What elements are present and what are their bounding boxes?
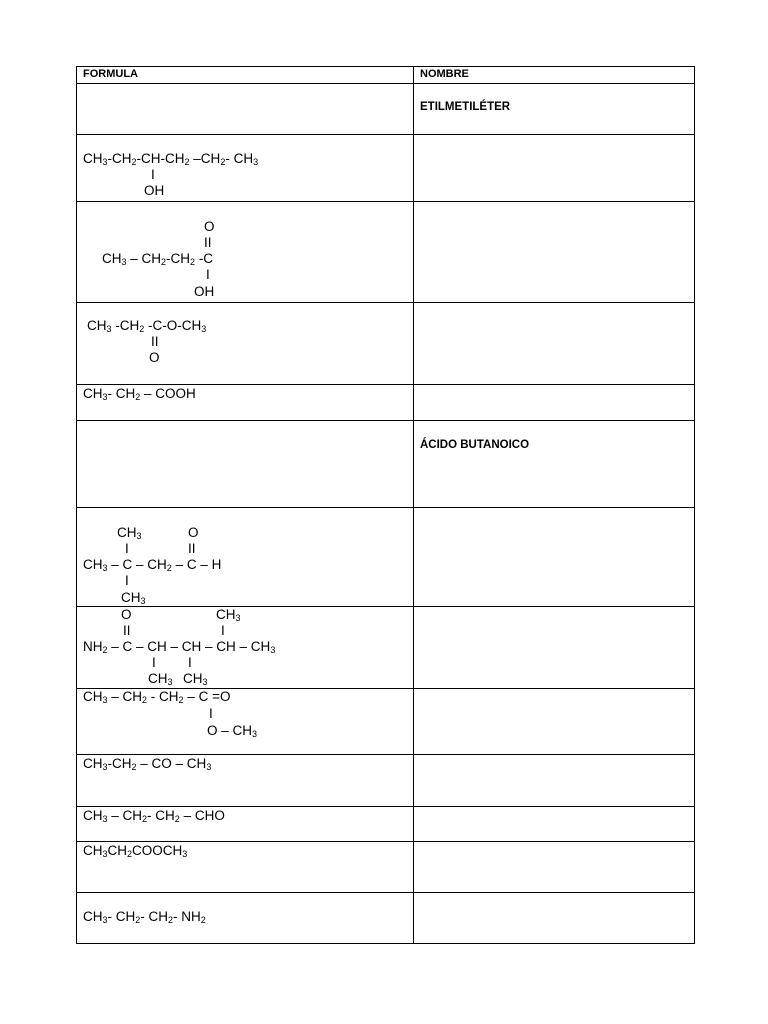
formula-main: $CH_3-CH_2-CH-CH_2$ $-CH_2-$ $CH_3$	[83, 151, 259, 167]
nombre-cell	[414, 755, 695, 807]
formula-main: $CH_3 - CH_2 - CH_2 - C =O$	[83, 689, 231, 705]
formula-main: $CH_3CH_2COOCH_3$	[83, 843, 188, 859]
worksheet	[76, 66, 694, 944]
double-bond: II	[123, 623, 131, 638]
compound-name: ETILMETILÉTER	[420, 101, 511, 113]
bond-line: I	[221, 623, 225, 638]
formula-main: $CH_3-$ $CH_2$ – COOH	[83, 386, 196, 402]
formula-cell	[77, 689, 414, 755]
header-row	[77, 67, 695, 84]
bond-line: I	[151, 167, 155, 182]
nombre-cell	[414, 807, 695, 842]
nombre-cell	[414, 303, 695, 385]
formula-sub: OH	[144, 183, 165, 198]
formula-cell	[77, 385, 414, 421]
nombre-cell	[414, 689, 695, 755]
table-row	[77, 508, 695, 607]
formula-sub: O	[149, 350, 160, 365]
formula-main: $CH_3$ $-CH_2$ $-C-O-CH_3$	[87, 318, 207, 334]
formula-cell	[77, 84, 414, 135]
bond-line: I	[125, 541, 129, 556]
double-bond: II	[151, 334, 159, 349]
formula-sub: $CH_3$	[121, 590, 146, 606]
formula-top: O	[188, 525, 199, 540]
nombre-cell	[414, 508, 695, 607]
nombre-cell	[414, 607, 695, 689]
table-row	[77, 607, 695, 689]
bond-line: I	[209, 706, 213, 721]
formula-sub: $CH_3$	[148, 671, 173, 687]
formula-main: $CH_3 - CH_2-$ $CH_2$ – CHO	[83, 808, 225, 824]
formula-cell	[77, 508, 414, 607]
nombre-cell	[414, 202, 695, 303]
double-bond: II	[188, 541, 196, 556]
bond-line: I	[125, 573, 129, 588]
formula-main: $CH_3-$ $CH_2-$ $CH_2-$ $NH_2$	[83, 909, 206, 925]
table-row	[77, 202, 695, 303]
table-row	[77, 421, 695, 508]
formula-cell	[77, 807, 414, 842]
formula-cell	[77, 135, 414, 202]
bond-line: I	[206, 267, 210, 282]
formula-top: $CH_3$	[216, 607, 241, 623]
bond-line: I	[188, 655, 192, 670]
nombre-cell	[414, 84, 695, 135]
table-row	[77, 893, 695, 944]
formula-sub: O – $CH_3$	[207, 723, 258, 739]
formula-main: $NH_2$ – C – CH – CH – CH – $CH_3$	[83, 639, 276, 655]
bond-line: I	[152, 655, 156, 670]
formula-sub: OH	[194, 284, 215, 299]
header-nombre: NOMBRE	[414, 67, 695, 84]
table-row	[77, 755, 695, 807]
double-bond: II	[204, 235, 212, 250]
formula-cell	[77, 421, 414, 508]
formula-main: $CH_3-CH_2$ – CO – $CH_3$	[83, 756, 212, 772]
table-row	[77, 84, 695, 135]
table-row	[77, 689, 695, 755]
table-row	[77, 303, 695, 385]
formula-cell	[77, 202, 414, 303]
nombre-cell	[414, 135, 695, 202]
formula-top: $CH_3$	[117, 525, 142, 541]
table-row	[77, 385, 695, 421]
formula-table	[76, 66, 695, 944]
nombre-cell	[414, 842, 695, 893]
formula-sub: $CH_3$	[183, 671, 208, 687]
formula-main: $CH_3$ – C – $CH_2$ – C – H	[83, 557, 222, 573]
nombre-cell	[414, 421, 695, 508]
nombre-cell	[414, 893, 695, 944]
formula-cell	[77, 755, 414, 807]
formula-top: O	[204, 219, 215, 234]
formula-cell	[77, 303, 414, 385]
formula-cell	[77, 607, 414, 689]
compound-name: ÁCIDO BUTANOICO	[420, 439, 530, 451]
formula-top: O	[121, 607, 132, 622]
table-row	[77, 807, 695, 842]
formula-cell	[77, 893, 414, 944]
formula-cell	[77, 842, 414, 893]
header-formula: FORMULA	[77, 67, 414, 84]
table-row	[77, 842, 695, 893]
formula-main: $CH_3 - CH_2-CH_2$ -C	[102, 251, 214, 267]
nombre-cell	[414, 385, 695, 421]
table-row	[77, 135, 695, 202]
